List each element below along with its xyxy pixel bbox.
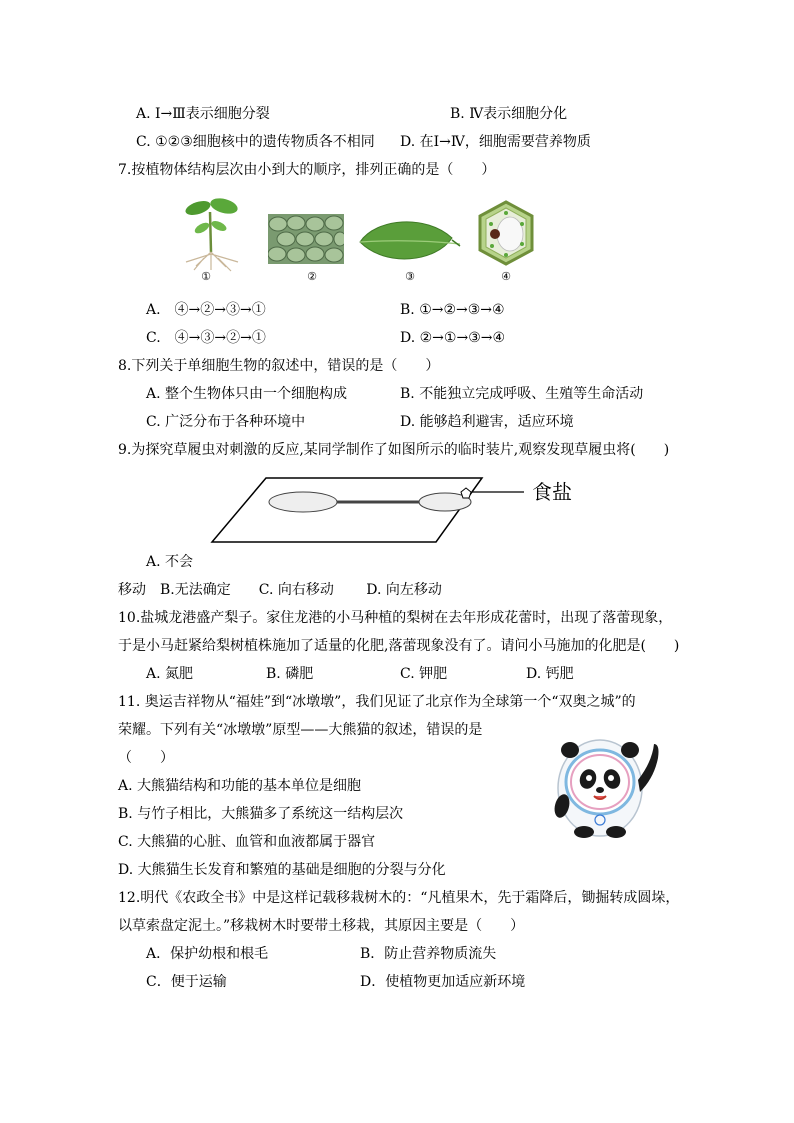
q7-option-c: C. ④→③→②→① bbox=[146, 330, 266, 346]
q9-options-line: 移动 B.无法确定 C. 向右移动 D. 向左移动 bbox=[118, 582, 442, 598]
q7-option-a: A. ④→②→③→① bbox=[146, 302, 266, 318]
q12-option-a: A．保护幼根和根毛 bbox=[146, 946, 269, 962]
q6-option-b: B. Ⅳ表示细胞分化 bbox=[450, 106, 568, 122]
q8-option-b: B. 不能独立完成呼吸、生殖等生命活动 bbox=[400, 386, 644, 402]
q10-option-a: A. 氮肥 bbox=[146, 666, 194, 682]
salt-label: 食盐 bbox=[532, 480, 572, 504]
q11-line-1: 11. 奥运吉祥物从“福娃”到“冰墩墩”，我们见证了北京作为全球第一个“双奥之城”的 bbox=[118, 694, 636, 710]
q12-line-2: 以草索盘定泥土。”移栽树木时要带土移栽，其原因主要是（ ） bbox=[118, 918, 525, 934]
figure-label-3: ③ bbox=[405, 270, 415, 283]
q6-option-d: D. 在Ⅰ→Ⅳ，细胞需要营养物质 bbox=[400, 134, 591, 150]
q12-option-c: C．便于运输 bbox=[146, 974, 227, 990]
q10-option-c: C. 钾肥 bbox=[400, 666, 448, 682]
q8-option-a: A. 整个生物体只由一个细胞构成 bbox=[146, 386, 348, 402]
q11-option-d: D. 大熊猫生长发育和繁殖的基础是细胞的分裂与分化 bbox=[118, 862, 446, 878]
q12-option-b: B．防止营养物质流失 bbox=[360, 946, 497, 962]
leaf-image bbox=[356, 216, 462, 268]
q6-option-a: A. Ⅰ→Ⅲ表示细胞分裂 bbox=[136, 106, 270, 122]
q11-option-c: C. 大熊猫的心脏、血管和血液都属于器官 bbox=[118, 834, 376, 850]
q10-option-d: D. 钙肥 bbox=[526, 666, 574, 682]
q10-line-1: 10.盐城龙港盛产梨子。家住龙港的小马种植的梨树在去年形成花蕾时，出现了落蕾现象， bbox=[118, 610, 673, 626]
q7-option-d: D. ②→①→③→④ bbox=[400, 330, 506, 346]
q10-option-b: B. 磷肥 bbox=[266, 666, 314, 682]
q8-option-c: C. 广泛分布于各种环境中 bbox=[146, 414, 306, 430]
figure-label-2: ② bbox=[307, 270, 317, 283]
q8-stem: 8.下列关于单细胞生物的叙述中，错误的是（ ） bbox=[118, 358, 440, 374]
q11-option-a: A. 大熊猫结构和功能的基本单位是细胞 bbox=[118, 778, 362, 794]
q6-option-c: C. ①②③细胞核中的遗传物质各不相同 bbox=[136, 134, 375, 150]
q11-line-3: （ ） bbox=[118, 750, 174, 766]
q7-option-b: B. ①→②→③→④ bbox=[400, 302, 505, 318]
q10-line-2: 于是小马赶紧给梨树植株施加了适量的化肥,落蕾现象没有了。请问小马施加的化肥是( ) bbox=[118, 638, 680, 654]
seedling-image bbox=[176, 192, 248, 272]
q9-stem: 9.为探究草履虫对刺激的反应,某同学制作了如图所示的临时装片,观察发现草履虫将( ) bbox=[118, 442, 670, 458]
figure-label-1: ① bbox=[201, 270, 211, 283]
q8-option-d: D. 能够趋利避害，适应环境 bbox=[400, 414, 574, 430]
q12-option-d: D．使植物更加适应新环境 bbox=[360, 974, 526, 990]
plant-cell-image bbox=[478, 200, 534, 266]
q7-stem: 7.按植物体结构层次由小到大的顺序，排列正确的是（ ） bbox=[118, 162, 496, 178]
figure-label-4: ④ bbox=[501, 270, 511, 283]
q11-line-2: 荣耀。下列有关“冰墩墩”原型——大熊猫的叙述，错误的是 bbox=[118, 722, 483, 738]
panda-mascot-image bbox=[540, 722, 664, 840]
q12-line-1: 12.明代《农政全书》中是这样记载移栽树木的：“凡植果木，先于霜降后，锄掘转成圆垛， bbox=[118, 890, 680, 906]
tissue-image bbox=[268, 214, 344, 264]
q9-option-a: A. 不会 bbox=[146, 554, 194, 570]
q11-option-b: B. 与竹子相比，大熊猫多了系统这一结构层次 bbox=[118, 806, 404, 822]
